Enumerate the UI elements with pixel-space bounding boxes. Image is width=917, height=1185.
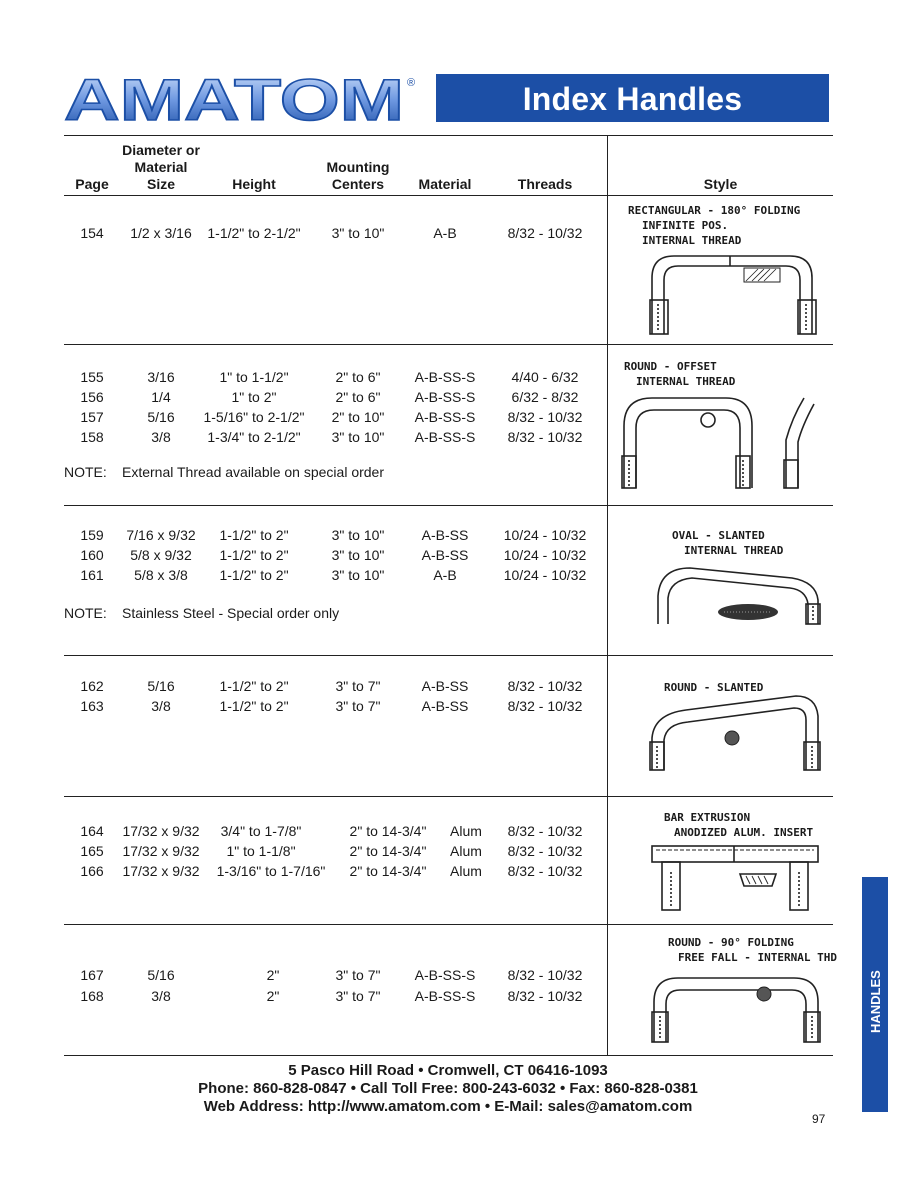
note-text: Stainless Steel - Special order only bbox=[122, 605, 340, 621]
cell-threads: 10/24 - 10/32 bbox=[503, 547, 587, 563]
cell-page: 154 bbox=[80, 225, 104, 241]
col-header-page: Page bbox=[75, 176, 109, 192]
cell-size: 3/16 bbox=[147, 369, 175, 385]
cell-size: 3/8 bbox=[151, 429, 171, 445]
cell-size: 5/16 bbox=[147, 409, 175, 425]
cell-centers: 3" to 10" bbox=[331, 547, 385, 563]
cell-threads: 8/32 - 10/32 bbox=[507, 967, 583, 983]
cell-centers: 3" to 10" bbox=[331, 429, 385, 445]
cell-threads: 10/24 - 10/32 bbox=[503, 527, 587, 543]
cell-threads: 4/40 - 6/32 bbox=[511, 369, 579, 385]
cell-material: Alum bbox=[450, 843, 482, 859]
cell-centers: 3" to 10" bbox=[331, 527, 385, 543]
cell-size: 1/4 bbox=[151, 389, 171, 405]
cell-material: A-B bbox=[433, 567, 457, 583]
cell-material: A-B-SS bbox=[421, 698, 469, 714]
cell-height: 1-1/2" to 2-1/2" bbox=[207, 225, 301, 241]
cell-threads: 6/32 - 8/32 bbox=[511, 389, 579, 405]
col-header-style: Style bbox=[703, 176, 738, 192]
cell-size: 17/32 x 9/32 bbox=[122, 843, 200, 859]
style-label: ROUND - 90° FOLDING FREE FALL - INTERNAL THD bbox=[668, 936, 837, 964]
cell-centers: 2" to 14-3/4" bbox=[349, 863, 427, 879]
cell-height: 1-3/4" to 2-1/2" bbox=[207, 429, 301, 445]
cell-page: 163 bbox=[80, 698, 104, 714]
cell-material: A-B-SS-S bbox=[414, 429, 476, 445]
round-offset-handle-sketch bbox=[616, 390, 826, 494]
cell-height: 1" to 1-1/8" bbox=[226, 843, 296, 859]
cell-size: 5/16 bbox=[147, 967, 175, 983]
cell-height: 1-1/2" to 2" bbox=[219, 547, 289, 563]
cell-height: 1-1/2" to 2" bbox=[219, 527, 289, 543]
cell-height: 1" to 2" bbox=[231, 389, 277, 405]
cell-centers: 2" to 14-3/4" bbox=[349, 823, 427, 839]
oval-slanted-handle-sketch bbox=[652, 560, 824, 628]
cell-material: Alum bbox=[450, 863, 482, 879]
cell-threads: 8/32 - 10/32 bbox=[507, 863, 583, 879]
cell-threads: 8/32 - 10/32 bbox=[507, 823, 583, 839]
round-90-folding-handle-sketch bbox=[646, 968, 826, 1046]
col-header-material: Material bbox=[418, 176, 472, 192]
style-column-divider bbox=[607, 135, 608, 1055]
cell-page: 161 bbox=[80, 567, 104, 583]
style-label: RECTANGULAR - 180° FOLDING INFINITE POS. INTERNAL THREAD bbox=[628, 204, 801, 247]
cell-centers: 2" to 6" bbox=[335, 369, 381, 385]
cell-size: 7/16 x 9/32 bbox=[126, 527, 196, 543]
cell-threads: 8/32 - 10/32 bbox=[507, 988, 583, 1004]
cell-centers: 3" to 10" bbox=[331, 225, 385, 241]
cell-material: A-B-SS-S bbox=[414, 389, 476, 405]
cell-height: 2" bbox=[266, 988, 280, 1004]
cell-height: 1" to 1-1/2" bbox=[219, 369, 289, 385]
cell-material: A-B-SS bbox=[421, 527, 469, 543]
cell-page: 157 bbox=[80, 409, 104, 425]
cell-size: 3/8 bbox=[151, 988, 171, 1004]
cell-centers: 3" to 7" bbox=[335, 698, 381, 714]
rectangular-folding-handle-sketch bbox=[640, 248, 825, 338]
page-title: Index Handles bbox=[522, 81, 743, 117]
page-number: 97 bbox=[812, 1112, 826, 1126]
group-divider bbox=[64, 505, 833, 506]
svg-text:HANDLES: HANDLES bbox=[868, 970, 883, 1033]
cell-threads: 8/32 - 10/32 bbox=[507, 843, 583, 859]
cell-centers: 3" to 7" bbox=[335, 988, 381, 1004]
cell-threads: 8/32 - 10/32 bbox=[507, 678, 583, 694]
cell-material: A-B-SS bbox=[421, 547, 469, 563]
cell-centers: 2" to 10" bbox=[331, 409, 385, 425]
cell-size: 17/32 x 9/32 bbox=[122, 823, 200, 839]
round-slanted-handle-sketch bbox=[646, 694, 824, 774]
cell-material: Alum bbox=[450, 823, 482, 839]
cell-material: A-B-SS bbox=[421, 678, 469, 694]
registered-mark: ® bbox=[407, 77, 416, 89]
cell-page: 160 bbox=[80, 547, 104, 563]
cell-threads: 10/24 - 10/32 bbox=[503, 567, 587, 583]
cell-height: 1-1/2" to 2" bbox=[219, 567, 289, 583]
cell-material: A-B bbox=[433, 225, 457, 241]
cell-centers: 2" to 14-3/4" bbox=[349, 843, 427, 859]
cell-size: 17/32 x 9/32 bbox=[122, 863, 200, 879]
cell-centers: 2" to 6" bbox=[335, 389, 381, 405]
table-bottom-rule bbox=[64, 1055, 833, 1056]
cell-threads: 8/32 - 10/32 bbox=[507, 698, 583, 714]
cell-centers: 3" to 7" bbox=[335, 678, 381, 694]
amatom-logo bbox=[62, 74, 422, 126]
cell-size: 5/16 bbox=[147, 678, 175, 694]
cell-threads: 8/32 - 10/32 bbox=[507, 429, 583, 445]
table-top-rule bbox=[64, 135, 833, 136]
style-label: ROUND - OFFSET INTERNAL THREAD bbox=[624, 360, 736, 388]
note-label: NOTE: bbox=[64, 464, 107, 480]
style-label: BAR EXTRUSION ANODIZED ALUM. INSERT bbox=[664, 811, 814, 839]
group-divider bbox=[64, 924, 833, 925]
col-header-diameter: Diameter or Material Size bbox=[122, 142, 200, 192]
cell-page: 165 bbox=[80, 843, 104, 859]
cell-height: 1-3/16" to 1-7/16" bbox=[216, 863, 326, 879]
cell-threads: 8/32 - 10/32 bbox=[507, 225, 583, 241]
cell-page: 158 bbox=[80, 429, 104, 445]
cell-page: 162 bbox=[80, 678, 104, 694]
cell-size: 5/8 x 3/8 bbox=[134, 567, 188, 583]
cell-size: 1/2 x 3/16 bbox=[130, 225, 192, 241]
header-bottom-rule bbox=[64, 195, 833, 196]
footer-web: Web Address: http://www.amatom.com • E-Mail: sales@amatom.com bbox=[203, 1098, 693, 1115]
cell-height: 1-5/16" to 2-1/2" bbox=[203, 409, 305, 425]
cell-centers: 3" to 10" bbox=[331, 567, 385, 583]
cell-page: 159 bbox=[80, 527, 104, 543]
cell-page: 167 bbox=[80, 967, 104, 983]
cell-material: A-B-SS-S bbox=[414, 988, 476, 1004]
cell-size: 3/8 bbox=[151, 698, 171, 714]
cell-page: 164 bbox=[80, 823, 104, 839]
note-label: NOTE: bbox=[64, 605, 107, 621]
cell-material: A-B-SS-S bbox=[414, 967, 476, 983]
cell-threads: 8/32 - 10/32 bbox=[507, 409, 583, 425]
cell-size: 5/8 x 9/32 bbox=[130, 547, 192, 563]
cell-height: 3/4" to 1-7/8" bbox=[220, 823, 302, 839]
style-label: OVAL - SLANTED INTERNAL THREAD bbox=[672, 529, 784, 557]
col-header-height: Height bbox=[232, 176, 276, 192]
footer-address: 5 Pasco Hill Road • Cromwell, CT 06416-1093 bbox=[288, 1062, 608, 1079]
cell-page: 166 bbox=[80, 863, 104, 879]
bar-extrusion-handle-sketch bbox=[648, 842, 824, 914]
cell-centers: 3" to 7" bbox=[335, 967, 381, 983]
note-text: External Thread available on special order bbox=[122, 464, 385, 480]
group-divider bbox=[64, 344, 833, 345]
cell-height: 1-1/2" to 2" bbox=[219, 678, 289, 694]
cell-page: 156 bbox=[80, 389, 104, 405]
brand-wordmark: AMATOM bbox=[64, 74, 404, 126]
cell-height: 1-1/2" to 2" bbox=[219, 698, 289, 714]
cell-page: 168 bbox=[80, 988, 104, 1004]
footer-phones: Phone: 860-828-0847 • Call Toll Free: 800-243-6032 • Fax: 860-828-0381 bbox=[198, 1080, 698, 1097]
col-header-mounting: Mounting Centers bbox=[326, 159, 390, 192]
cell-material: A-B-SS-S bbox=[414, 409, 476, 425]
cell-material: A-B-SS-S bbox=[414, 369, 476, 385]
group-divider bbox=[64, 655, 833, 656]
cell-height: 2" bbox=[266, 967, 280, 983]
section-tab-label bbox=[862, 877, 888, 1112]
group-divider bbox=[64, 796, 833, 797]
style-label: ROUND - SLANTED bbox=[664, 681, 764, 694]
col-header-threads: Threads bbox=[517, 176, 573, 192]
cell-page: 155 bbox=[80, 369, 104, 385]
